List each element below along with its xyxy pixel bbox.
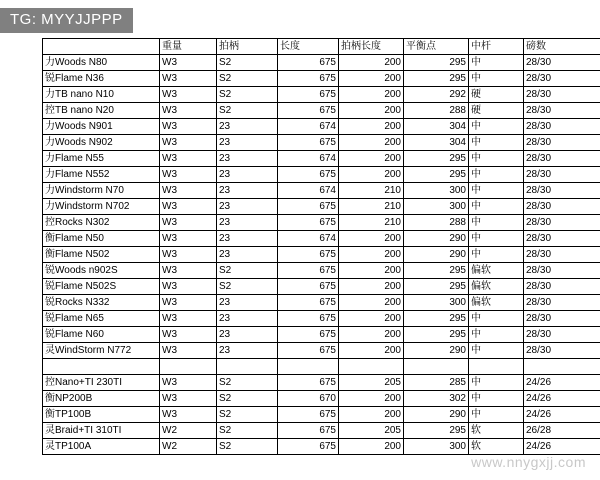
header-griplen: 拍柄长度 (339, 39, 404, 55)
cell-shaft: 中 (469, 215, 524, 231)
cell-grip: 23 (217, 151, 278, 167)
cell-grip: S2 (217, 263, 278, 279)
cell-weight: W3 (160, 167, 217, 183)
cell-balance: 295 (404, 327, 469, 343)
cell-weight: W3 (160, 407, 217, 423)
cell-grip: 23 (217, 199, 278, 215)
cell-shaft: 中 (469, 183, 524, 199)
table-row (43, 327, 600, 343)
cell-length: 675 (278, 103, 339, 119)
cell-shaft: 中 (469, 119, 524, 135)
cell-grip: 23 (217, 135, 278, 151)
cell-length: 674 (278, 183, 339, 199)
cell-grip: S2 (217, 279, 278, 295)
cell-model: 锐Rocks N332 (43, 295, 160, 311)
cell-length: 675 (278, 247, 339, 263)
cell-weight: W3 (160, 327, 217, 343)
cell-model: 灵Braid+TI 310TI (43, 423, 160, 439)
cell-griplen: 205 (339, 423, 404, 439)
cell-gauge: 28/30 (524, 263, 600, 279)
cell-grip: S2 (217, 407, 278, 423)
cell-grip: S2 (217, 103, 278, 119)
cell-grip (217, 359, 278, 375)
cell-griplen: 200 (339, 407, 404, 423)
table-row (43, 391, 600, 407)
table-row (43, 119, 600, 135)
table-row (43, 247, 600, 263)
cell-gauge: 28/30 (524, 183, 600, 199)
cell-model: 灵WindStorm N772 (43, 343, 160, 359)
tg-banner (0, 8, 133, 33)
cell-balance: 304 (404, 135, 469, 151)
cell-balance: 300 (404, 439, 469, 455)
cell-gauge: 28/30 (524, 103, 600, 119)
cell-shaft: 中 (469, 343, 524, 359)
cell-griplen (339, 359, 404, 375)
cell-shaft: 中 (469, 55, 524, 71)
cell-grip: 23 (217, 183, 278, 199)
cell-length (278, 359, 339, 375)
cell-model: 衡Flame N502 (43, 247, 160, 263)
cell-model (43, 359, 160, 375)
cell-gauge: 28/30 (524, 343, 600, 359)
table-row (43, 87, 600, 103)
cell-weight: W3 (160, 71, 217, 87)
cell-gauge: 28/30 (524, 55, 600, 71)
table-row (43, 263, 600, 279)
cell-length: 670 (278, 391, 339, 407)
cell-length: 675 (278, 135, 339, 151)
cell-gauge: 28/30 (524, 167, 600, 183)
cell-shaft: 中 (469, 375, 524, 391)
cell-length: 675 (278, 215, 339, 231)
table-row (43, 183, 600, 199)
cell-grip: S2 (217, 423, 278, 439)
cell-length: 674 (278, 151, 339, 167)
table-row (43, 439, 600, 455)
header-length: 长度 (278, 39, 339, 55)
cell-weight: W3 (160, 231, 217, 247)
cell-gauge (524, 359, 600, 375)
cell-griplen: 200 (339, 119, 404, 135)
table-row (43, 199, 600, 215)
table-header (43, 39, 600, 55)
cell-model: 力Flame N55 (43, 151, 160, 167)
cell-weight (160, 359, 217, 375)
cell-model: 力Woods N902 (43, 135, 160, 151)
cell-griplen: 210 (339, 215, 404, 231)
cell-griplen: 200 (339, 247, 404, 263)
cell-balance: 304 (404, 119, 469, 135)
cell-balance: 290 (404, 231, 469, 247)
cell-balance: 290 (404, 407, 469, 423)
cell-shaft: 中 (469, 135, 524, 151)
cell-gauge: 24/26 (524, 375, 600, 391)
cell-model: 力Woods N80 (43, 55, 160, 71)
site-watermark: www.nnygxjj.com (471, 454, 586, 470)
cell-model: 力TB nano N10 (43, 87, 160, 103)
cell-gauge: 24/26 (524, 391, 600, 407)
table-row (43, 71, 600, 87)
cell-weight: W3 (160, 215, 217, 231)
cell-gauge: 28/30 (524, 327, 600, 343)
cell-balance: 295 (404, 71, 469, 87)
cell-griplen: 210 (339, 199, 404, 215)
cell-gauge: 28/30 (524, 311, 600, 327)
cell-balance: 288 (404, 215, 469, 231)
table-row (43, 311, 600, 327)
cell-shaft: 中 (469, 407, 524, 423)
cell-weight: W3 (160, 119, 217, 135)
cell-grip: 23 (217, 231, 278, 247)
cell-shaft: 中 (469, 151, 524, 167)
cell-length: 675 (278, 375, 339, 391)
cell-model: 控TB nano N20 (43, 103, 160, 119)
cell-grip: 23 (217, 295, 278, 311)
cell-grip: 23 (217, 215, 278, 231)
cell-balance: 290 (404, 247, 469, 263)
cell-model: 力Windstorm N702 (43, 199, 160, 215)
table-row (43, 167, 600, 183)
table-row (43, 103, 600, 119)
cell-balance: 292 (404, 87, 469, 103)
cell-length: 675 (278, 263, 339, 279)
cell-griplen: 200 (339, 439, 404, 455)
cell-griplen: 200 (339, 231, 404, 247)
cell-balance: 295 (404, 167, 469, 183)
cell-grip: 23 (217, 119, 278, 135)
cell-length: 675 (278, 167, 339, 183)
cell-shaft (469, 359, 524, 375)
cell-grip: S2 (217, 87, 278, 103)
cell-model: 控Rocks N302 (43, 215, 160, 231)
cell-gauge: 28/30 (524, 215, 600, 231)
cell-griplen: 200 (339, 135, 404, 151)
cell-gauge: 28/30 (524, 295, 600, 311)
cell-length: 675 (278, 87, 339, 103)
cell-shaft: 偏软 (469, 295, 524, 311)
cell-model: 衡TP100B (43, 407, 160, 423)
cell-weight: W3 (160, 375, 217, 391)
cell-balance: 285 (404, 375, 469, 391)
header-shaft: 中杆 (469, 39, 524, 55)
cell-grip: 23 (217, 247, 278, 263)
header-balance: 平衡点 (404, 39, 469, 55)
header-grip: 拍柄 (217, 39, 278, 55)
cell-balance: 300 (404, 199, 469, 215)
cell-balance: 290 (404, 343, 469, 359)
table-body (43, 55, 600, 455)
cell-weight: W3 (160, 311, 217, 327)
cell-length: 675 (278, 343, 339, 359)
cell-balance: 295 (404, 279, 469, 295)
cell-weight: W2 (160, 423, 217, 439)
cell-grip: S2 (217, 71, 278, 87)
cell-length: 675 (278, 55, 339, 71)
cell-length: 675 (278, 279, 339, 295)
cell-grip: S2 (217, 391, 278, 407)
table-row (43, 423, 600, 439)
cell-gauge: 26/28 (524, 423, 600, 439)
cell-model: 锐Flame N502S (43, 279, 160, 295)
table-row (43, 215, 600, 231)
cell-gauge: 28/30 (524, 119, 600, 135)
cell-griplen: 200 (339, 263, 404, 279)
cell-balance: 300 (404, 183, 469, 199)
cell-model: 锐Flame N60 (43, 327, 160, 343)
header-gauge: 磅数 (524, 39, 600, 55)
cell-weight: W3 (160, 183, 217, 199)
cell-griplen: 200 (339, 55, 404, 71)
cell-shaft: 硬 (469, 87, 524, 103)
cell-gauge: 28/30 (524, 199, 600, 215)
cell-gauge: 28/30 (524, 231, 600, 247)
cell-griplen: 200 (339, 87, 404, 103)
table-row (43, 295, 600, 311)
cell-length: 674 (278, 231, 339, 247)
cell-shaft: 偏软 (469, 279, 524, 295)
cell-gauge: 28/30 (524, 247, 600, 263)
table-row (43, 231, 600, 247)
cell-grip: S2 (217, 375, 278, 391)
cell-model: 衡NP200B (43, 391, 160, 407)
cell-model: 力Windstorm N70 (43, 183, 160, 199)
cell-length: 675 (278, 295, 339, 311)
cell-griplen: 200 (339, 167, 404, 183)
cell-grip: 23 (217, 327, 278, 343)
cell-shaft: 中 (469, 167, 524, 183)
cell-shaft: 中 (469, 231, 524, 247)
cell-shaft: 中 (469, 311, 524, 327)
cell-length: 674 (278, 119, 339, 135)
cell-model: 灵TP100A (43, 439, 160, 455)
cell-balance: 295 (404, 263, 469, 279)
cell-grip: S2 (217, 55, 278, 71)
cell-shaft: 中 (469, 199, 524, 215)
cell-weight: W3 (160, 279, 217, 295)
table-row (43, 55, 600, 71)
cell-model: 衡Flame N50 (43, 231, 160, 247)
cell-balance: 295 (404, 311, 469, 327)
tg-banner-label: TG: MYYJJPPP (10, 11, 123, 28)
cell-model: 锐Woods n902S (43, 263, 160, 279)
cell-balance: 295 (404, 151, 469, 167)
cell-balance: 295 (404, 423, 469, 439)
cell-model: 锐Flame N65 (43, 311, 160, 327)
cell-griplen: 200 (339, 279, 404, 295)
cell-balance: 302 (404, 391, 469, 407)
cell-weight: W3 (160, 391, 217, 407)
cell-balance: 288 (404, 103, 469, 119)
cell-model: 控Nano+TI 230TI (43, 375, 160, 391)
cell-length: 675 (278, 439, 339, 455)
cell-length: 675 (278, 423, 339, 439)
cell-weight: W3 (160, 135, 217, 151)
table-row-spacer (43, 359, 600, 375)
cell-weight: W3 (160, 295, 217, 311)
cell-shaft: 软 (469, 439, 524, 455)
cell-grip: 23 (217, 343, 278, 359)
cell-model: 力Flame N552 (43, 167, 160, 183)
cell-grip: 23 (217, 167, 278, 183)
cell-shaft: 偏软 (469, 263, 524, 279)
cell-weight: W3 (160, 247, 217, 263)
cell-length: 675 (278, 199, 339, 215)
table-row (43, 343, 600, 359)
cell-balance: 295 (404, 55, 469, 71)
cell-gauge: 24/26 (524, 439, 600, 455)
cell-shaft: 软 (469, 423, 524, 439)
cell-gauge: 28/30 (524, 279, 600, 295)
racket-spec-table-container (42, 38, 562, 455)
header-weight: 重量 (160, 39, 217, 55)
cell-grip: S2 (217, 439, 278, 455)
cell-model: 力Woods N901 (43, 119, 160, 135)
cell-griplen: 200 (339, 327, 404, 343)
cell-weight: W3 (160, 87, 217, 103)
cell-length: 675 (278, 311, 339, 327)
cell-gauge: 28/30 (524, 87, 600, 103)
cell-shaft: 中 (469, 391, 524, 407)
cell-griplen: 200 (339, 295, 404, 311)
table-row (43, 375, 600, 391)
cell-griplen: 205 (339, 375, 404, 391)
cell-weight: W3 (160, 151, 217, 167)
cell-weight: W3 (160, 263, 217, 279)
table-header-row (43, 39, 600, 55)
cell-griplen: 200 (339, 103, 404, 119)
cell-weight: W3 (160, 199, 217, 215)
cell-shaft: 中 (469, 327, 524, 343)
cell-shaft: 中 (469, 71, 524, 87)
cell-weight: W3 (160, 55, 217, 71)
cell-griplen: 210 (339, 183, 404, 199)
cell-weight: W3 (160, 343, 217, 359)
cell-weight: W2 (160, 439, 217, 455)
table-row (43, 407, 600, 423)
racket-spec-table (42, 38, 600, 455)
cell-griplen: 200 (339, 391, 404, 407)
cell-balance: 300 (404, 295, 469, 311)
cell-griplen: 200 (339, 311, 404, 327)
table-row (43, 151, 600, 167)
table-row (43, 135, 600, 151)
header-model (43, 39, 160, 55)
cell-length: 675 (278, 71, 339, 87)
cell-gauge: 24/26 (524, 407, 600, 423)
cell-weight: W3 (160, 103, 217, 119)
cell-length: 675 (278, 327, 339, 343)
cell-grip: 23 (217, 311, 278, 327)
cell-gauge: 28/30 (524, 151, 600, 167)
cell-griplen: 200 (339, 151, 404, 167)
cell-balance (404, 359, 469, 375)
cell-shaft: 中 (469, 247, 524, 263)
cell-gauge: 28/30 (524, 71, 600, 87)
table-row (43, 279, 600, 295)
cell-shaft: 硬 (469, 103, 524, 119)
cell-griplen: 200 (339, 343, 404, 359)
cell-length: 675 (278, 407, 339, 423)
cell-model: 锐Flame N36 (43, 71, 160, 87)
cell-griplen: 200 (339, 71, 404, 87)
cell-gauge: 28/30 (524, 135, 600, 151)
